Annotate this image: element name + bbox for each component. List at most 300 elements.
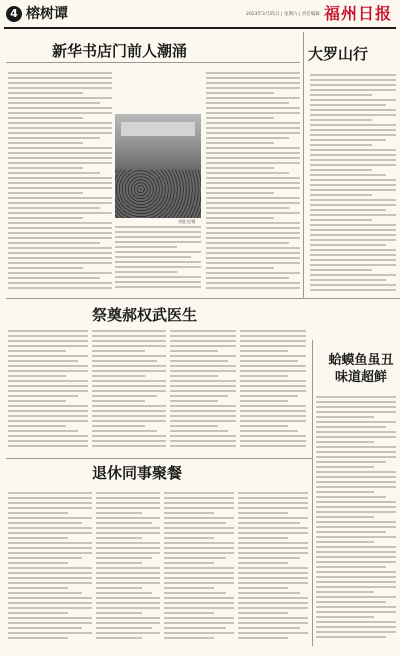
- text-line: [8, 507, 92, 509]
- text-line: [8, 152, 112, 154]
- text-line: [96, 502, 160, 504]
- text-line: [310, 249, 396, 251]
- text-line: [92, 410, 166, 412]
- text-line: [96, 572, 160, 574]
- text-line: [8, 425, 66, 427]
- text-line: [115, 236, 201, 238]
- article-title-3: 退休同事聚餐: [92, 464, 183, 482]
- text-line: [310, 149, 396, 151]
- text-line: [8, 162, 112, 164]
- text-line: [238, 507, 308, 509]
- text-line: [206, 117, 274, 119]
- text-line: [96, 582, 160, 584]
- text-line: [96, 637, 142, 639]
- text-line: [8, 132, 112, 134]
- text-line: [8, 557, 82, 559]
- text-line: [310, 254, 396, 256]
- text-line: [310, 204, 396, 206]
- text-line: [8, 202, 112, 204]
- text-line: [164, 547, 234, 549]
- text-line: [238, 542, 308, 544]
- text-line: [206, 87, 300, 89]
- text-line: [238, 577, 308, 579]
- divider: [6, 62, 300, 63]
- text-line: [170, 410, 236, 412]
- text-line: [316, 636, 386, 638]
- text-line: [164, 512, 214, 514]
- text-line: [8, 107, 112, 109]
- text-line: [316, 421, 396, 423]
- text-line: [206, 107, 300, 109]
- page-header: [0, 0, 400, 30]
- text-line: [316, 516, 374, 518]
- text-line: [164, 557, 226, 559]
- text-line: [8, 277, 100, 279]
- text-line: [92, 340, 166, 342]
- text-line: [8, 257, 112, 259]
- text-line: [96, 602, 160, 604]
- text-line: [238, 627, 300, 629]
- text-line: [206, 242, 289, 244]
- text-line: [310, 129, 396, 131]
- text-line: [92, 375, 145, 377]
- text-line: [206, 212, 300, 214]
- text-line: [206, 82, 300, 84]
- text-line: [92, 405, 166, 407]
- text-line: [8, 572, 92, 574]
- article-body-col-2: [92, 330, 166, 454]
- article-body-col-4: [238, 492, 308, 642]
- text-line: [206, 277, 289, 279]
- text-line: [8, 355, 88, 357]
- text-line: [115, 276, 201, 278]
- text-line: [8, 147, 112, 149]
- text-line: [316, 486, 396, 488]
- text-line: [170, 420, 236, 422]
- text-line: [8, 340, 88, 342]
- text-line: [8, 497, 92, 499]
- text-line: [92, 395, 157, 397]
- text-line: [92, 360, 157, 362]
- text-line: [8, 370, 88, 372]
- text-line: [316, 586, 396, 588]
- text-line: [8, 622, 92, 624]
- text-line: [8, 112, 112, 114]
- text-line: [316, 451, 396, 453]
- text-line: [238, 582, 308, 584]
- text-line: [206, 77, 300, 79]
- text-line: [8, 395, 78, 397]
- text-line: [316, 431, 396, 433]
- text-line: [206, 132, 300, 134]
- text-line: [238, 602, 308, 604]
- text-line: [170, 385, 236, 387]
- text-line: [8, 435, 88, 437]
- title-line-2: 味道超鲜: [334, 370, 387, 385]
- text-line: [238, 572, 308, 574]
- text-line: [8, 632, 92, 634]
- text-line: [8, 420, 88, 422]
- text-line: [238, 552, 308, 554]
- text-line: [92, 330, 166, 332]
- text-line: [240, 365, 306, 367]
- text-line: [8, 385, 88, 387]
- text-line: [310, 154, 396, 156]
- text-line: [170, 445, 236, 447]
- text-line: [310, 284, 396, 286]
- text-line: [8, 212, 112, 214]
- text-line: [8, 217, 83, 219]
- text-line: [310, 139, 386, 141]
- text-line: [316, 616, 374, 618]
- text-line: [316, 491, 374, 493]
- text-line: [310, 274, 396, 276]
- text-line: [8, 532, 92, 534]
- text-line: [206, 92, 274, 94]
- text-line: [8, 252, 112, 254]
- text-line: [8, 537, 68, 539]
- text-line: [310, 289, 396, 291]
- text-line: [206, 162, 300, 164]
- text-line: [164, 492, 234, 494]
- text-line: [92, 445, 166, 447]
- article-body-col-3: [206, 72, 300, 294]
- text-line: [8, 87, 112, 89]
- text-line: [170, 375, 218, 377]
- text-line: [170, 390, 236, 392]
- text-line: [8, 77, 112, 79]
- text-line: [8, 177, 112, 179]
- text-line: [238, 592, 300, 594]
- text-line: [8, 82, 112, 84]
- text-line: [96, 507, 160, 509]
- text-line: [310, 99, 396, 101]
- text-line: [206, 272, 300, 274]
- text-line: [170, 335, 236, 337]
- text-line: [8, 122, 112, 124]
- text-line: [240, 370, 306, 372]
- text-line: [8, 597, 92, 599]
- text-line: [316, 576, 396, 578]
- text-line: [170, 340, 236, 342]
- text-line: [92, 415, 166, 417]
- text-line: [170, 355, 236, 357]
- text-line: [96, 562, 142, 564]
- text-line: [206, 222, 300, 224]
- text-line: [316, 551, 396, 553]
- text-line: [115, 261, 201, 263]
- text-line: [170, 330, 236, 332]
- text-line: [310, 244, 386, 246]
- text-line: [238, 562, 288, 564]
- text-line: [8, 400, 66, 402]
- text-line: [8, 445, 88, 447]
- text-line: [238, 527, 308, 529]
- text-line: [206, 287, 300, 289]
- text-line: [8, 242, 100, 244]
- text-line: [96, 587, 142, 589]
- text-line: [8, 360, 78, 362]
- text-line: [310, 79, 396, 81]
- text-line: [8, 192, 83, 194]
- text-line: [164, 517, 234, 519]
- text-line: [310, 134, 396, 136]
- text-line: [92, 385, 166, 387]
- text-line: [8, 430, 78, 432]
- text-line: [8, 207, 100, 209]
- text-line: [8, 282, 112, 284]
- text-line: [8, 627, 82, 629]
- divider: [6, 298, 400, 299]
- news-photo: [115, 114, 201, 218]
- text-line: [164, 562, 214, 564]
- text-line: [316, 536, 396, 538]
- text-line: [164, 617, 234, 619]
- text-line: [206, 172, 289, 174]
- text-line: [8, 182, 112, 184]
- text-line: [164, 542, 234, 544]
- text-line: [316, 426, 386, 428]
- text-line: [310, 84, 396, 86]
- text-line: [164, 632, 234, 634]
- text-line: [206, 127, 300, 129]
- text-line: [206, 102, 289, 104]
- text-line: [92, 390, 166, 392]
- text-line: [238, 492, 308, 494]
- text-line: [8, 335, 88, 337]
- text-line: [170, 350, 218, 352]
- text-line: [96, 592, 152, 594]
- text-line: [316, 606, 396, 608]
- text-line: [310, 194, 372, 196]
- text-line: [310, 74, 396, 76]
- text-line: [8, 517, 92, 519]
- text-line: [92, 440, 166, 442]
- text-line: [92, 380, 166, 382]
- text-line: [310, 269, 372, 271]
- text-line: [240, 355, 306, 357]
- text-line: [310, 119, 372, 121]
- text-line: [96, 577, 160, 579]
- text-line: [8, 72, 112, 74]
- text-line: [206, 197, 300, 199]
- text-line: [316, 406, 396, 408]
- text-line: [206, 202, 300, 204]
- text-line: [170, 405, 236, 407]
- text-line: [206, 182, 300, 184]
- text-line: [316, 446, 396, 448]
- title-line-1: 蛤蟆鱼虽丑: [328, 353, 394, 368]
- text-line: [240, 430, 298, 432]
- text-line: [206, 177, 300, 179]
- text-line: [164, 527, 234, 529]
- text-line: [115, 281, 201, 283]
- text-line: [92, 355, 166, 357]
- text-line: [96, 627, 152, 629]
- text-line: [164, 537, 214, 539]
- text-line: [92, 335, 166, 337]
- article-body-col-3: [170, 330, 236, 454]
- text-line: [310, 159, 396, 161]
- text-line: [316, 596, 396, 598]
- text-line: [206, 257, 300, 259]
- text-line: [316, 456, 396, 458]
- article-title-1: 新华书店门前人潮涌: [52, 42, 188, 60]
- text-line: [115, 266, 201, 268]
- text-line: [8, 247, 112, 249]
- text-line: [240, 375, 288, 377]
- article-body-col-1: [8, 492, 92, 642]
- text-line: [206, 72, 300, 74]
- text-line: [316, 436, 396, 438]
- text-line: [92, 435, 166, 437]
- text-line: [240, 385, 306, 387]
- text-line: [8, 405, 88, 407]
- text-line: [8, 222, 112, 224]
- text-line: [115, 241, 201, 243]
- text-line: [96, 547, 160, 549]
- text-line: [238, 617, 308, 619]
- text-line: [316, 496, 386, 498]
- text-line: [316, 481, 396, 483]
- text-line: [238, 502, 308, 504]
- text-line: [310, 209, 386, 211]
- text-line: [316, 591, 374, 593]
- text-line: [8, 172, 100, 174]
- text-line: [316, 541, 374, 543]
- text-line: [238, 612, 288, 614]
- text-line: [170, 400, 218, 402]
- text-line: [8, 552, 92, 554]
- text-line: [310, 189, 396, 191]
- text-line: [96, 597, 160, 599]
- text-line: [8, 117, 83, 119]
- text-line: [238, 632, 308, 634]
- text-line: [310, 104, 386, 106]
- text-line: [206, 97, 300, 99]
- text-line: [8, 102, 100, 104]
- text-line: [170, 395, 228, 397]
- text-line: [96, 527, 160, 529]
- text-line: [92, 370, 166, 372]
- text-line: [164, 582, 234, 584]
- text-line: [8, 592, 82, 594]
- text-line: [8, 127, 112, 129]
- text-line: [8, 287, 112, 289]
- text-line: [206, 262, 300, 264]
- text-line: [240, 425, 288, 427]
- text-line: [238, 532, 308, 534]
- text-line: [310, 164, 396, 166]
- text-line: [240, 415, 306, 417]
- text-line: [206, 187, 300, 189]
- text-line: [310, 89, 396, 91]
- text-line: [115, 246, 177, 248]
- text-line: [170, 425, 218, 427]
- text-line: [170, 380, 236, 382]
- text-line: [8, 492, 92, 494]
- text-line: [238, 517, 308, 519]
- text-line: [206, 152, 300, 154]
- text-line: [8, 512, 68, 514]
- text-line: [96, 567, 160, 569]
- text-line: [8, 637, 68, 639]
- text-line: [238, 587, 288, 589]
- text-line: [170, 435, 236, 437]
- text-line: [206, 167, 274, 169]
- text-line: [238, 537, 288, 539]
- text-line: [170, 415, 236, 417]
- text-line: [8, 527, 92, 529]
- text-line: [238, 607, 308, 609]
- text-line: [240, 400, 288, 402]
- article-title-2: 祭奠郝权武医生: [92, 306, 198, 324]
- text-line: [8, 232, 112, 234]
- text-line: [316, 546, 396, 548]
- text-line: [310, 144, 372, 146]
- text-line: [310, 94, 372, 96]
- text-line: [164, 567, 234, 569]
- newspaper-logo: 福州日报: [323, 4, 392, 23]
- text-line: [238, 522, 300, 524]
- article-body-col-1: [316, 396, 396, 642]
- text-line: [96, 552, 160, 554]
- text-line: [206, 252, 300, 254]
- text-line: [240, 380, 306, 382]
- photo-caption: 刘胜光/摄: [178, 219, 196, 224]
- article-body-col-2: [115, 226, 201, 294]
- text-line: [310, 224, 396, 226]
- text-line: [238, 512, 288, 514]
- text-line: [8, 365, 88, 367]
- issue-date: 2023年3月25日 | 星期六 | 责任编辑：: [246, 12, 325, 17]
- text-line: [8, 167, 83, 169]
- text-line: [238, 567, 308, 569]
- text-line: [310, 279, 386, 281]
- text-line: [240, 345, 306, 347]
- poem-lines: [310, 74, 396, 296]
- text-line: [240, 440, 306, 442]
- text-line: [316, 556, 396, 558]
- text-line: [316, 601, 386, 603]
- text-line: [8, 262, 112, 264]
- text-line: [310, 174, 386, 176]
- text-line: [96, 522, 152, 524]
- text-line: [8, 502, 92, 504]
- text-line: [8, 267, 83, 269]
- text-line: [238, 597, 308, 599]
- text-line: [316, 441, 374, 443]
- text-line: [8, 567, 92, 569]
- text-line: [240, 335, 306, 337]
- text-line: [8, 272, 112, 274]
- text-line: [8, 142, 83, 144]
- text-line: [206, 227, 300, 229]
- text-line: [316, 466, 374, 468]
- text-line: [316, 476, 396, 478]
- text-line: [8, 345, 88, 347]
- text-line: [164, 612, 214, 614]
- text-line: [316, 526, 396, 528]
- text-line: [206, 147, 300, 149]
- text-line: [240, 360, 298, 362]
- text-line: [240, 420, 306, 422]
- article-body-col-1: [8, 330, 88, 454]
- text-line: [8, 440, 88, 442]
- text-line: [170, 430, 228, 432]
- text-line: [170, 345, 236, 347]
- text-line: [164, 507, 234, 509]
